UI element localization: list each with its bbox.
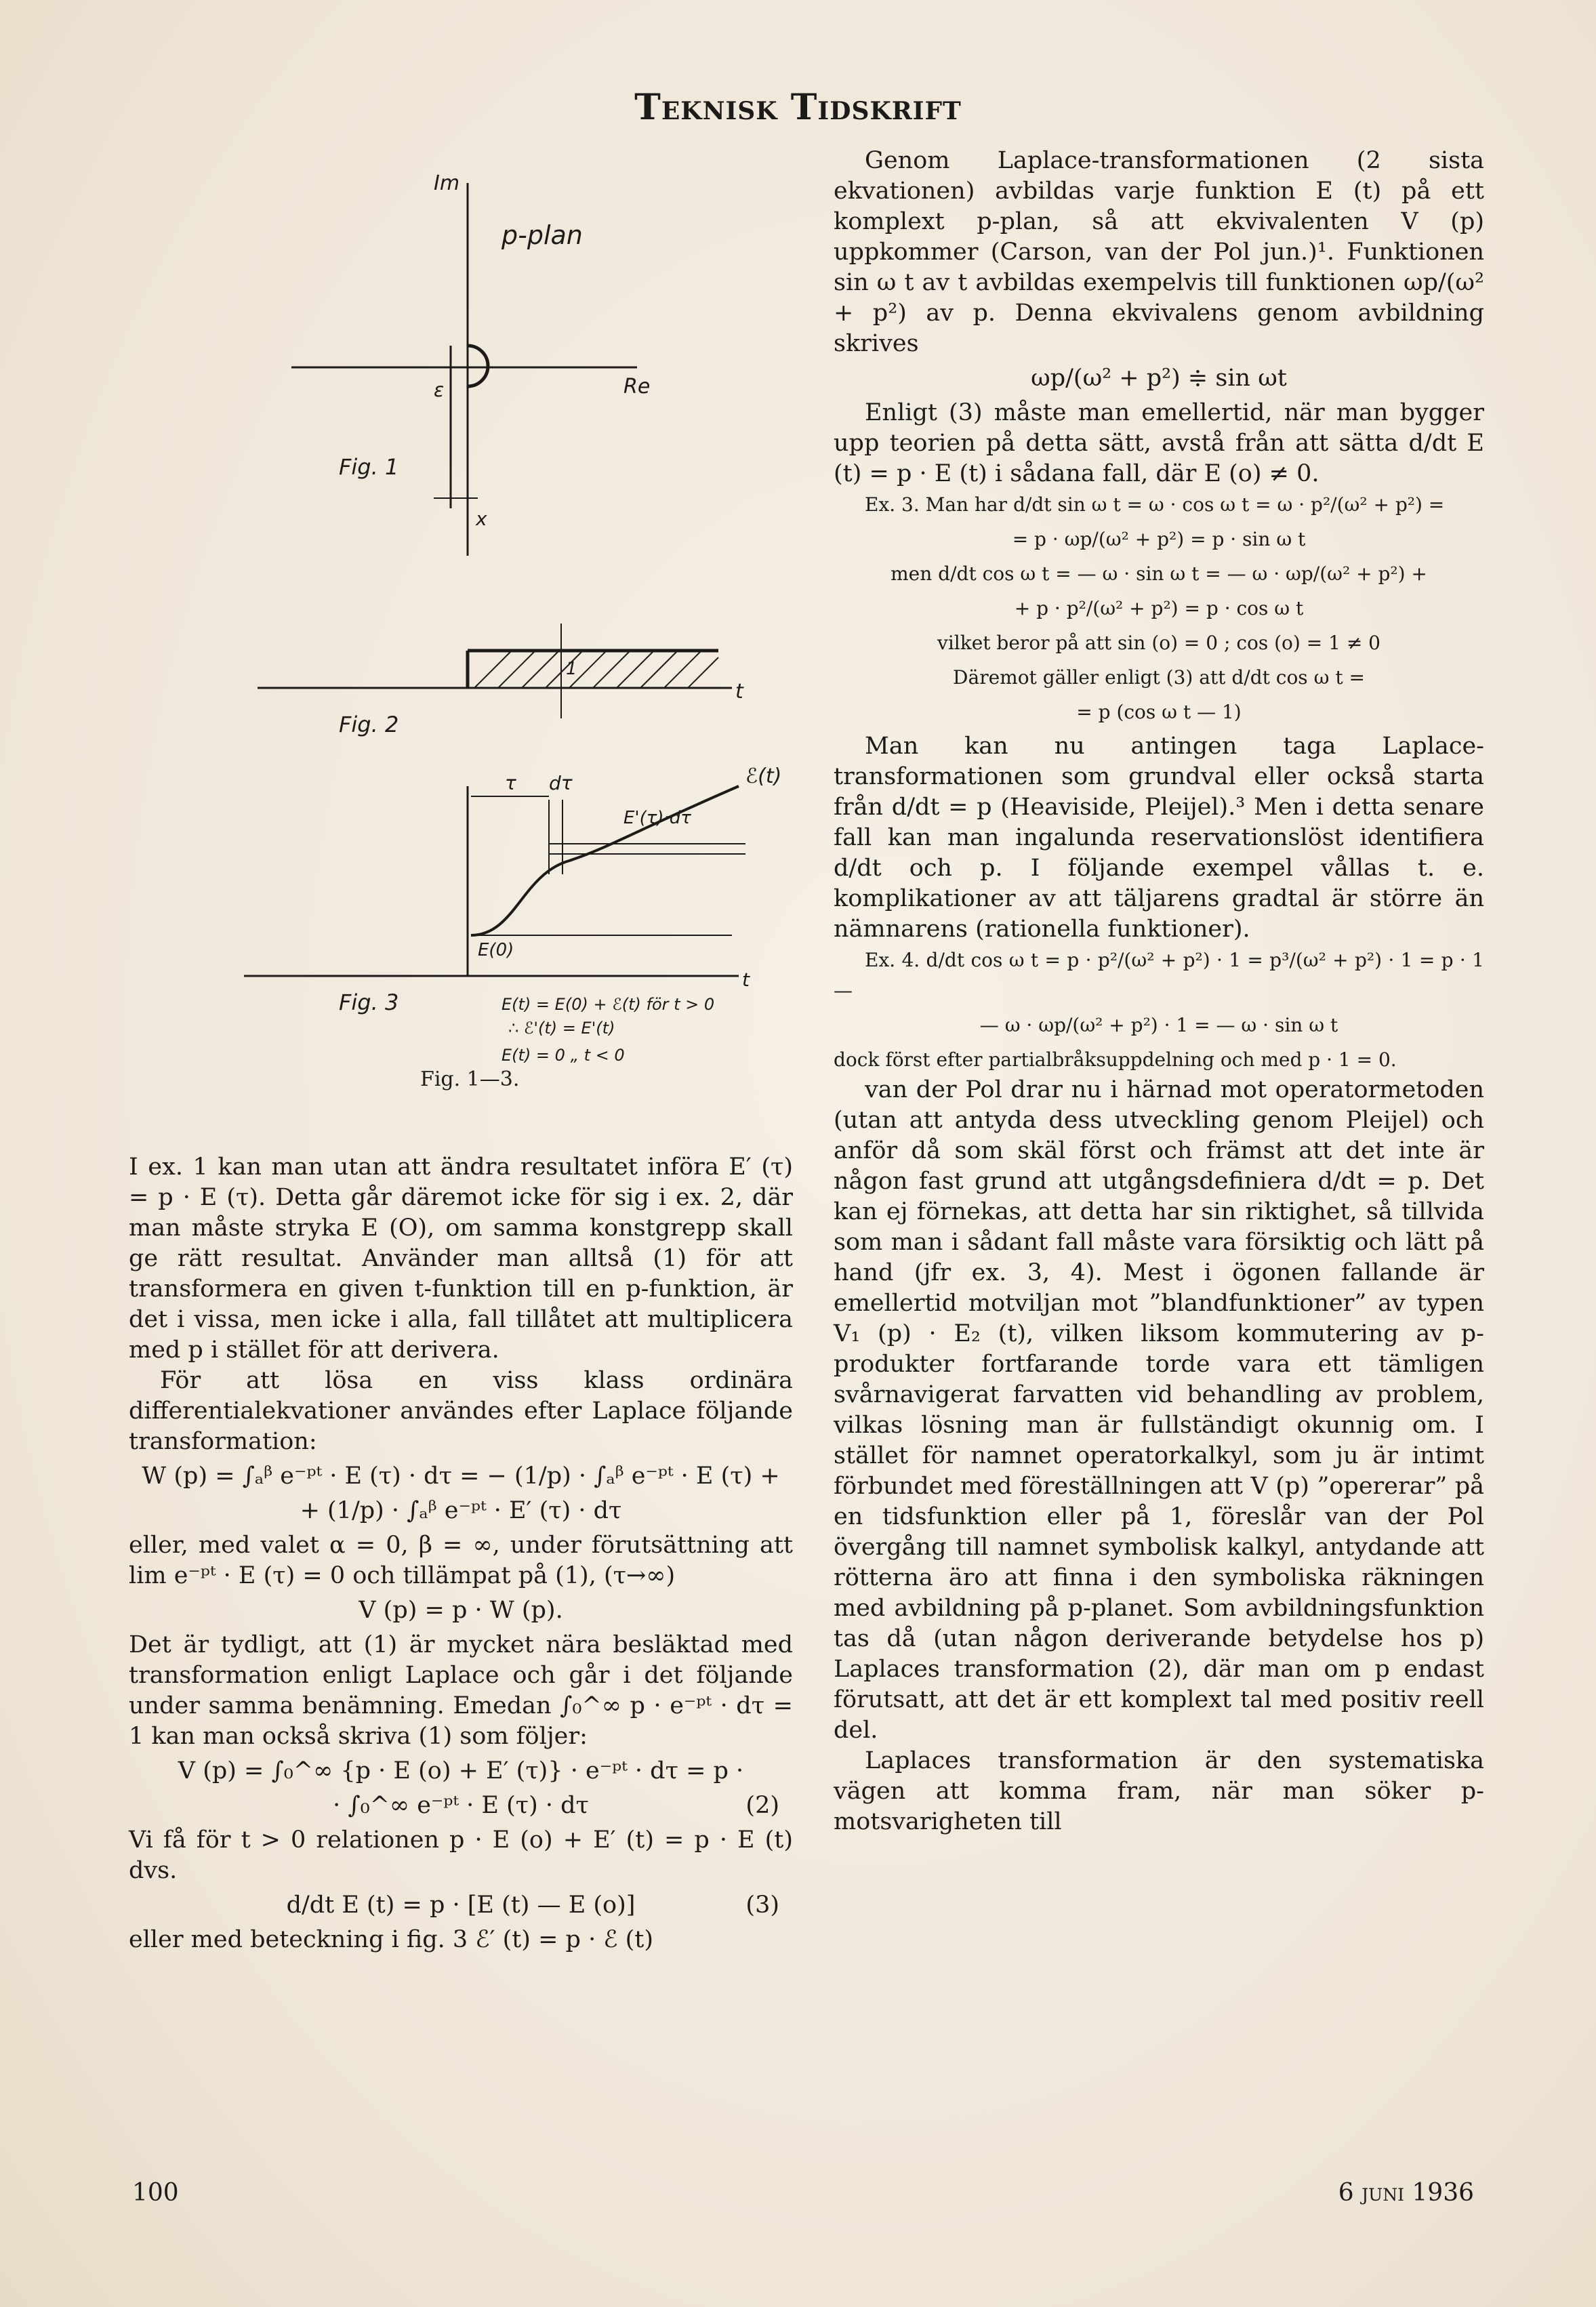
figures-caption: Fig. 1—3. [420,1067,520,1091]
right-paragraph-4: van der Pol drar nu i härnad mot operatormetoden (utan att antyda dess utveckling genom Pleijel) och anför då som skäl först och främst att det inte är någon fast grund att utgångsdefiniera d/dt = p. Det kan ej förnekas, att detta har sin riktighet, så tillvida som man i sådant fall måste vara försiktig och lätt på hand (jfr ex. 3, 4). Mest i ögonen fallande är emellertid motviljan mot ”blandfunktioner” av typen V₁ (p) · E₂ (t), vilken liksom kommutering av p-produkter fortfarande torde vara ett tämligen svårnavigerat farvatten vid behandling av problem, vilkas lösning man är fullständigt okunnig om. I stället för namnet operatorkalkyl, som ju är intimt förbundet med föreställningen att V (p) ”opererar” på en tidsfunktion eller på 1, föreslår van der Pol övergång till namnet symbolisk kalkyl, antydande att rötterna äro att finna i den symboliska räkningen med avbildning på p-planet. Som avbildningsfunktion tas då (utan någon deriverande betydelse hos p) Laplaces transformation (2), där man om p endast förutsatt, att det är ett komplext tal med positiv reell del. [834,1076,1484,1744]
equation-number-3: (3) [745,1892,779,1919]
right-paragraph-5: Laplaces transformation är den systematiska vägen att komma fram, när man söker p-motsvarigheten till [834,1747,1484,1835]
right-paragraph-3: Man kan nu antingen taga Laplace-transformationen som grundval eller också starta från d/dt = p (Heaviside, Pleijel).³ Men i detta senare fall kan man ingalunda reservationslöst identifiera d/dt och p. I följande exempel vållas t. e. komplikationer av att täljarens gradtal är större än nämnarens (rationella funktioner). [834,733,1484,943]
fig3-line3: E(t) = 0 „ t < 0 [502,1046,625,1065]
fig1-x-label: x [476,508,487,530]
fig3-t-label: t [742,968,750,991]
fig1-plane-label: p-plan [502,220,583,250]
example-3-line-b: = p · ωp/(ω² + p²) = p · sin ω t [1012,528,1306,550]
fig3-eprime-label: E'(τ)·dτ [623,808,691,828]
left-paragraph-3: eller, med valet α = 0, β = ∞, under förutsättning att lim e⁻ᵖᵗ · E (τ) = 0 och tillämpat på (1), (τ→∞) [129,1532,793,1589]
fig3-e0-label: E(0) [478,940,514,960]
fig1-eps-label: ε [434,379,445,401]
example-3-line-c: men d/dt cos ω t = — ω · sin ω t = — ω · ωp/(ω² + p²) + [891,563,1427,585]
fig2-one-label: 1 [566,659,577,679]
issue-date: 6 juni 1936 [1338,2179,1474,2207]
fig1-re-label: Re [623,375,651,399]
fig3-script-e-label: ℰ(t) [745,764,782,788]
example-4-line-a: Ex. 4. d/dt cos ω t = p · p²/(ω² + p²) · 1 = p³/(ω² + p²) · 1 = p · 1 — [834,949,1484,1002]
left-paragraph-1: I ex. 1 kan man utan att ändra resultatet införa E′ (τ) = p · E (τ). Detta går däremot icke för sig i ex. 2, där man måste stryka E (O), om samma konstgrepp skall ge rätt resultat. Använder man alltså (1) för att transformera en given t-funktion till en p-funktion, är det i vissa, men icke i alla, fall tillåtet att multiplicera med p i stället för att derivera. [129,1154,793,1364]
fig2-t-label: t [735,680,743,703]
left-paragraph-2: För att lösa en viss klass ordinära differentialekvationer användes efter Laplace följande transformation: [129,1367,793,1455]
left-equation-4: d/dt E (t) = p · [E (t) — E (o)] [286,1892,636,1919]
left-equation-2: V (p) = p · W (p). [359,1597,563,1624]
figures-1-3 [230,156,827,1091]
journal-title: Teknisk Tidskrift [634,87,962,128]
left-equation-3b: · ∫₀^∞ e⁻ᵖᵗ · E (τ) · dτ [333,1792,589,1819]
fig3-dtau-label: dτ [549,772,573,794]
left-equation-1b: + (1/p) · ∫ₐᵝ e⁻ᵖᵗ · E′ (τ) · dτ [300,1497,622,1524]
left-equation-3b-row [129,1791,793,1821]
left-paragraph-4: Det är tydligt, att (1) är mycket nära besläktad med transformation enligt Laplace och går i det följande under samma benämning. Emedan ∫₀^∞ p · e⁻ᵖᵗ · dτ = 1 kan man också skriva (1) som följer: [129,1631,793,1750]
left-equation-1: W (p) = ∫ₐᵝ e⁻ᵖᵗ · E (τ) · dτ = − (1/p) · ∫ₐᵝ e⁻ᵖᵗ · E (τ) + [142,1463,780,1490]
equation-number-2: (2) [745,1792,779,1819]
page-number: 100 [132,2179,179,2207]
left-equation-4-row [129,1890,793,1921]
example-4-line-b: — ω · ωp/(ω² + p²) · 1 = — ω · sin ω t [979,1014,1338,1036]
fig2-caption: Fig. 2 [339,712,399,737]
right-paragraph-2: Enligt (3) måste man emellertid, när man bygger upp teorien på detta sätt, avstå från att sätta d/dt E (t) = p · E (t) i sådana fall, där E (o) ≠ 0. [834,399,1484,487]
fig3-line2: ∴ ℰ'(t) = E'(t) [508,1019,615,1038]
right-paragraph-1: Genom Laplace-transformationen (2 sista ekvationen) avbildas varje funktion E (t) på ett komplext p-plan, så att ekvivalenten V (p) uppkommer (Carson, van der Pol jun.)¹. Funktionen sin ω t av t avbildas exempelvis till funktionen ωp/(ω² + p²) av p. Denna ekvivalens genom avbildning skrives [834,147,1484,357]
left-column [129,1152,793,1955]
fig1-indent [468,346,488,386]
fig1-caption: Fig. 1 [339,454,399,480]
example-4-line-c: dock först efter partialbråksuppdelning och med p · 1 = 0. [834,1048,1397,1071]
fig3-tau-label: τ [505,772,516,794]
example-3-line-d: + p · p²/(ω² + p²) = p · cos ω t [1014,597,1304,619]
right-column [834,146,1484,1837]
example-3-line-a: Ex. 3. Man har d/dt sin ω t = ω · cos ω t = ω · p²/(ω² + p²) = [865,493,1445,516]
right-equation-1: ωp/(ω² + p²) ≑ sin ωt [1031,365,1287,392]
example-3-line-e: vilket beror på att sin (o) = 0 ; cos (o) = 1 ≠ 0 [937,632,1380,654]
fig3-line1: E(t) = E(0) + ℰ(t) för t > 0 [502,995,715,1014]
fig1-im-label: Im [434,171,460,195]
left-equation-3: V (p) = ∫₀^∞ {p · E (o) + E′ (τ)} · e⁻ᵖᵗ · dτ = p · [178,1757,744,1784]
example-3-line-f: Däremot gäller enligt (3) att d/dt cos ω t = [953,666,1365,689]
fig3-caption: Fig. 3 [339,989,399,1015]
example-3-line-g: = p (cos ω t — 1) [1076,701,1242,723]
fig3-curve [471,786,739,935]
left-paragraph-6: eller med beteckning i fig. 3 ℰ′ (t) = p · ℰ (t) [129,1926,654,1953]
left-paragraph-5: Vi få för t > 0 relationen p · E (o) + E′ (t) = p · E (t) dvs. [129,1826,793,1884]
